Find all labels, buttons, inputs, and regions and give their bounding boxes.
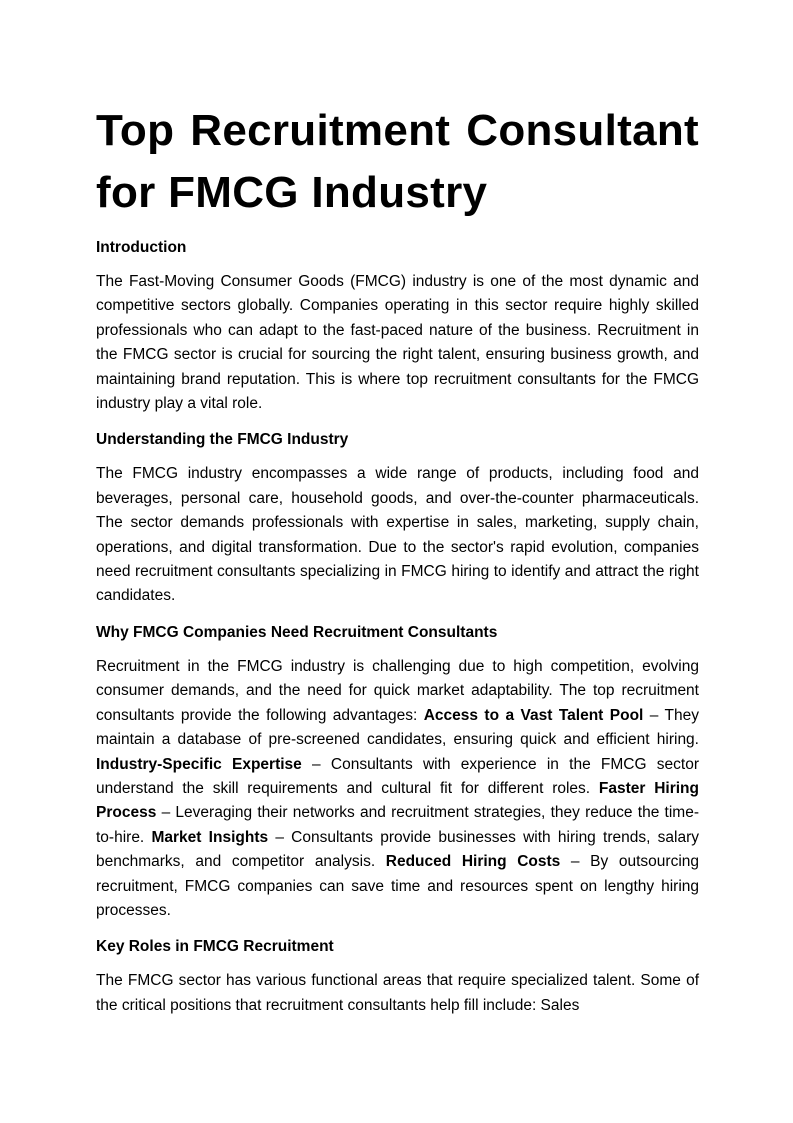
advantage-label: Market Insights (151, 828, 269, 846)
advantage-text: – By outsourcing recruitment, FMCG companies can save time and resources spent on lengthy hiring processes. (96, 853, 700, 919)
section-heading: Understanding the FMCG Industry (96, 431, 349, 449)
advantage-text: – Consultants with experience in the FMCG sector understand the skill requirements and cultural fit for different roles. (96, 755, 700, 797)
advantage-label: Reduced Hiring Costs (385, 853, 561, 871)
section-paragraph: The Fast-Moving Consumer Goods (FMCG) industry is one of the most dynamic and competitive sectors globally. Companies operating in this sector require highly skilled professionals who can adapt to the fast-paced nature of the business. Recruitment in the FMCG sector is crucial for sourcing the right talent, ensuring business growth, and maintaining brand reputation. This is where top recruitment consultants for the FMCG industry play a vital role. (96, 273, 699, 413)
section-heading: Introduction (96, 239, 187, 256)
advantage-label: Faster Hiring Process (96, 779, 699, 822)
advantage-text: – Leveraging their networks and recruitment strategies, they reduce the time-to-hire. (96, 804, 699, 846)
section-paragraph: The FMCG industry encompasses a wide range of products, including food and beverages, personal care, household goods, and over-the-counter pharmaceuticals. The sector demands professionals with expertise in sales, marketing, supply chain, operations, and digital transformation. Due to the sector's rapid evolution, companies need recruitment consultants specializing in FMCG hiring to identify and attract the right candidates. (96, 465, 699, 605)
advantage-label: Industry-Specific Expertise (96, 755, 302, 773)
advantage-label: Access to a Vast Talent Pool (423, 706, 644, 724)
section-heading: Key Roles in FMCG Recruitment (96, 938, 334, 956)
advantage-text: – They maintain a database of pre-screened candidates, ensuring quick and efficient hiring. (96, 706, 699, 749)
section-key-roles (96, 935, 699, 1018)
section-why-consultants (96, 621, 699, 923)
section-heading: Why FMCG Companies Need Recruitment Consultants (96, 623, 498, 641)
advantage-text: – Consultants provide businesses with hiring trends, salary benchmarks, and competitor analysis. (96, 828, 699, 871)
section-introduction (96, 236, 699, 416)
document-page (96, 100, 699, 1018)
document-title: Top Recruitment Consultant for FMCG Industry (96, 106, 699, 217)
section-paragraph (96, 655, 699, 923)
section-understanding (96, 428, 699, 608)
section-paragraph: The FMCG sector has various functional areas that require specialized talent. Some of the critical positions that recruitment consultants help fill include: Sales (96, 972, 699, 1014)
paragraph-intro-text: Recruitment in the FMCG industry is challenging due to high competition, evolving consumer demands, and the need for quick market adaptability. The top recruitment consultants provide the following advantages: (96, 657, 699, 724)
